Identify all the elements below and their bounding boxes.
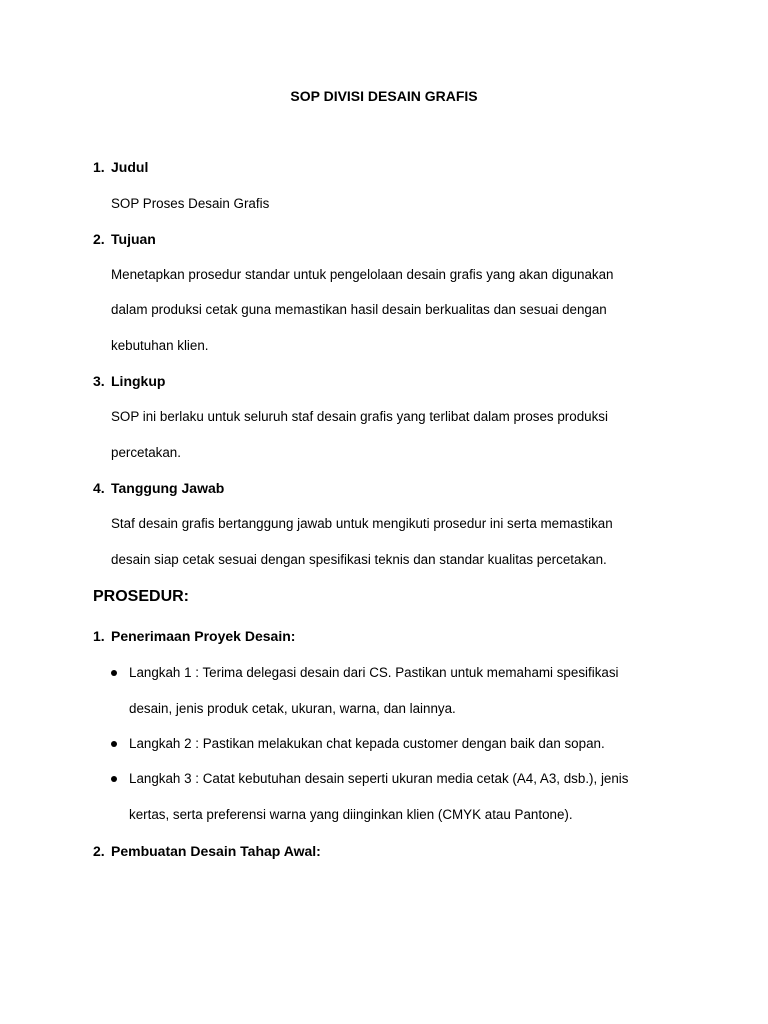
document-title: SOP DIVISI DESAIN GRAFIS — [290, 88, 478, 104]
section-heading-tujuan: Tujuan — [111, 231, 156, 247]
bullet-line: desain, jenis produk cetak, ukuran, warna, dan lainnya. — [129, 701, 456, 716]
section-body-line: Menetapkan prosedur standar untuk pengelolaan desain grafis yang akan digunakan — [111, 267, 614, 282]
section-heading-tanggung-jawab: Tanggung Jawab — [111, 480, 225, 496]
step-number: 1. — [93, 628, 105, 644]
step-heading-pembuatan: Pembuatan Desain Tahap Awal: — [111, 843, 321, 859]
section-body-line: dalam produksi cetak guna memastikan hasil desain berkualitas dan sesuai dengan — [111, 302, 607, 317]
bullet-line: Langkah 2 : Pastikan melakukan chat kepada customer dengan baik dan sopan. — [129, 736, 605, 751]
prosedur-heading: PROSEDUR: — [93, 588, 190, 605]
section-number: 3. — [93, 373, 105, 389]
bullet-dot — [111, 776, 117, 782]
bullet-dot — [111, 670, 117, 676]
bullet-line: kertas, serta preferensi warna yang diinginkan klien (CMYK atau Pantone). — [129, 807, 573, 822]
bullet-line: Langkah 1 : Terima delegasi desain dari CS. Pastikan untuk memahami spesifikasi — [129, 665, 619, 680]
step-heading-penerimaan: Penerimaan Proyek Desain: — [111, 628, 296, 644]
step-number: 2. — [93, 843, 105, 859]
bullet-line: Langkah 3 : Catat kebutuhan desain seperti ukuran media cetak (A4, A3, dsb.), jenis — [129, 771, 629, 786]
section-body-line: percetakan. — [111, 445, 181, 460]
section-body-line: desain siap cetak sesuai dengan spesifikasi teknis dan standar kualitas percetakan. — [111, 552, 607, 567]
section-number: 1. — [93, 159, 105, 175]
section-body-line: SOP ini berlaku untuk seluruh staf desain grafis yang terlibat dalam proses produksi — [111, 409, 608, 424]
section-number: 4. — [93, 480, 105, 496]
section-body-line: Staf desain grafis bertanggung jawab untuk mengikuti prosedur ini serta memastikan — [111, 516, 613, 531]
section-body-line: kebutuhan klien. — [111, 338, 209, 353]
section-body-line: SOP Proses Desain Grafis — [111, 196, 270, 211]
section-heading-lingkup: Lingkup — [111, 373, 166, 389]
section-heading-judul: Judul — [111, 159, 149, 175]
section-number: 2. — [93, 231, 105, 247]
bullet-dot — [111, 741, 117, 747]
